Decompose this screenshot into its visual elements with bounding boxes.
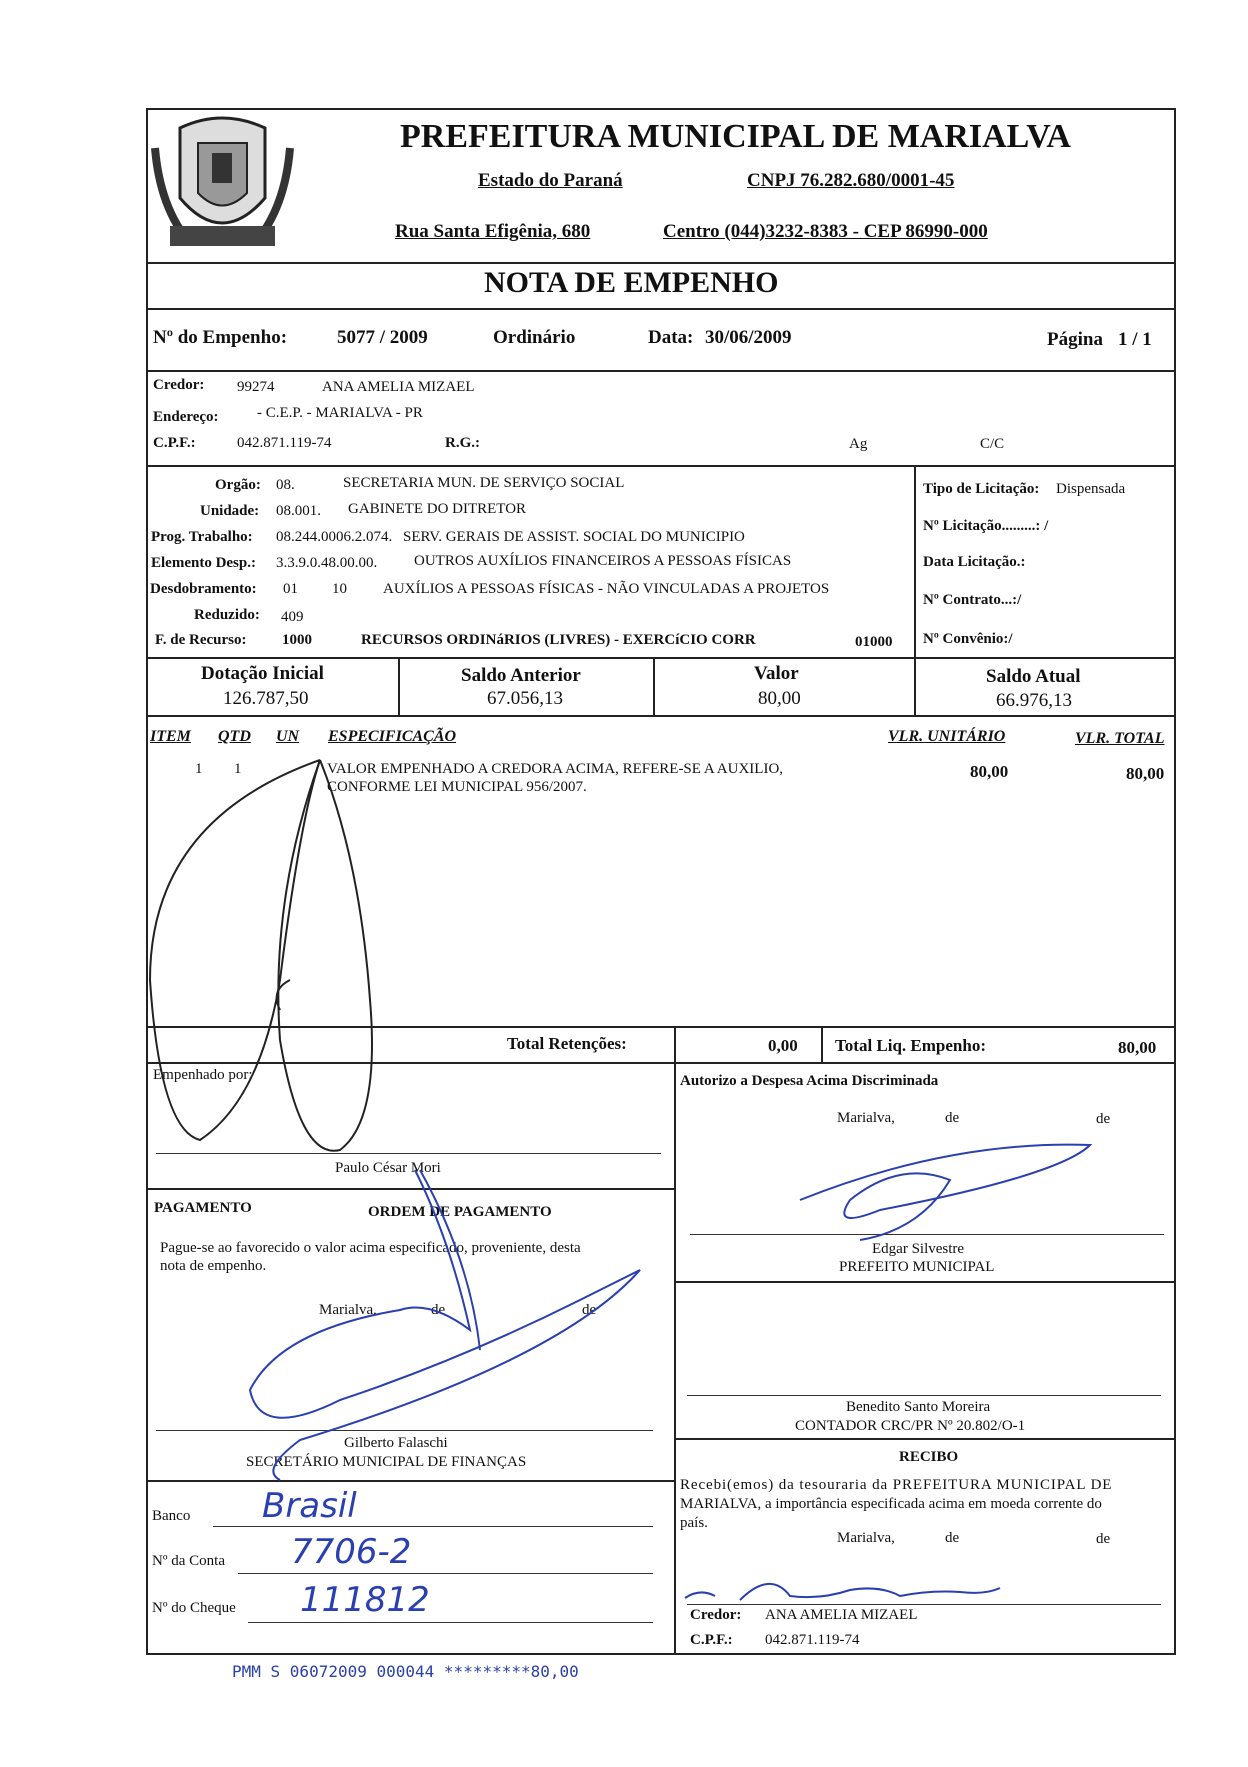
recibo-cpf-label: C.P.F.: — [690, 1632, 733, 1648]
recibo-text2: MARIALVA, a importância especificada acima em moeda corrente do — [680, 1496, 1102, 1512]
address-contact: Centro (044)3232-8383 - CEP 86990-000 — [663, 221, 988, 242]
endereco: - C.E.P. - MARIALVA - PR — [257, 405, 423, 421]
credor-label: Credor: — [153, 377, 205, 393]
orgao-desc: SECRETARIA MUN. DE SERVIÇO SOCIAL — [343, 475, 625, 491]
endereco-label: Endereço: — [153, 409, 219, 425]
conta-value: 7706-2 — [291, 1532, 412, 1572]
col-total: VLR. TOTAL — [1075, 730, 1165, 747]
page-label: Página — [1047, 329, 1103, 350]
cheque-label: Nº do Cheque — [152, 1600, 236, 1616]
liq-label: Total Liq. Empenho: — [835, 1036, 986, 1055]
desdobramento-b: 10 — [332, 581, 347, 597]
street-address: Rua Santa Efigênia, 680 — [395, 221, 591, 242]
valor-label: Valor — [754, 663, 799, 684]
conta-label: Nº da Conta — [152, 1553, 225, 1569]
dotacao-label: Dotação Inicial — [201, 663, 324, 684]
col-spec: ESPECIFICAÇÃO — [328, 728, 457, 745]
recibo-cpf: 042.871.119-74 — [765, 1632, 860, 1648]
pagamento-de2: de — [582, 1302, 597, 1318]
elemento-desc: OUTROS AUXÍLIOS FINANCEIROS A PESSOAS FÍSICAS — [414, 553, 792, 569]
numero-licitacao: Nº Licitação.........: / — [923, 518, 1049, 534]
recibo-credor: ANA AMELIA MIZAEL — [765, 1607, 918, 1623]
secretario-role: SECRETÁRIO MUNICIPAL DE FINANÇAS — [246, 1454, 527, 1470]
prog-code: 08.244.0006.2.074. — [276, 529, 393, 545]
rg-label: R.G.: — [445, 435, 480, 451]
item-unit-value: 80,00 — [970, 762, 1009, 781]
ag-label: Ag — [849, 436, 868, 452]
contador-role: CONTADOR CRC/PR Nº 20.802/O-1 — [795, 1418, 1026, 1434]
orgao-code: 08. — [276, 477, 295, 493]
saldo-atual-value: 66.976,13 — [996, 690, 1072, 711]
item-total-value: 80,00 — [1126, 764, 1165, 783]
empenho-number-label: Nº do Empenho: — [153, 327, 288, 348]
recurso-desc: RECURSOS ORDINáRIOS (LIVRES) - EXERCíCIO CORR — [361, 632, 756, 648]
liq-value: 80,00 — [1118, 1038, 1157, 1057]
empenho-date: 30/06/2009 — [705, 327, 792, 348]
ordem-pagamento-label: ORDEM DE PAGAMENTO — [368, 1204, 552, 1220]
recurso-code: 1000 — [282, 632, 312, 648]
banco-value: Brasil — [262, 1486, 357, 1526]
empenho-number: 5077 / 2009 — [337, 327, 428, 348]
saldo-atual-label: Saldo Atual — [986, 666, 1081, 687]
desdobramento-a: 01 — [283, 581, 298, 597]
recibo-text1: Recebi(emos) da tesouraria da PREFEITURA MUNICIPAL DE — [680, 1477, 1113, 1493]
cpf: 042.871.119-74 — [237, 435, 332, 451]
dotacao-value: 126.787,50 — [223, 688, 309, 709]
autorizo-place: Marialva, — [837, 1110, 895, 1126]
reduzido: 409 — [281, 609, 304, 625]
saldo-anterior-label: Saldo Anterior — [461, 665, 581, 686]
pagamento-label: PAGAMENTO — [154, 1200, 252, 1216]
recibo-de2: de — [1096, 1531, 1111, 1547]
numero-contrato: Nº Contrato...:/ — [923, 592, 1022, 608]
item-qtd: 1 — [234, 761, 242, 777]
unidade-label: Unidade: — [200, 503, 260, 519]
col-un: UN — [276, 728, 300, 745]
credor-name: ANA AMELIA MIZAEL — [322, 379, 475, 395]
pagamento-text1: Pague-se ao favorecido o valor acima especificado, proveniente, desta — [160, 1240, 581, 1256]
state-name: Estado do Paraná — [478, 170, 623, 191]
pagamento-place: Marialva, — [319, 1302, 377, 1318]
autorizo-de2: de — [1096, 1111, 1111, 1127]
empenhado-label: Empenhado por: — [153, 1067, 253, 1083]
reduzido-label: Reduzido: — [194, 607, 260, 623]
page-number: 1 / 1 — [1118, 329, 1152, 350]
banco-label: Banco — [152, 1508, 191, 1524]
tipo-licitacao-label: Tipo de Licitação: — [923, 481, 1040, 497]
empenho-date-label: Data: — [648, 327, 694, 348]
unidade-code: 08.001. — [276, 503, 321, 519]
recibo-text3: país. — [680, 1515, 708, 1531]
numero-convenio: Nº Convênio:/ — [923, 631, 1013, 647]
prog-desc: SERV. GERAIS DE ASSIST. SOCIAL DO MUNICIPIO — [403, 529, 745, 545]
recurso-label: F. de Recurso: — [155, 632, 247, 648]
item-spec-line1: VALOR EMPENHADO A CREDORA ACIMA, REFERE-SE A AUXILIO, — [327, 761, 784, 777]
item-spec-line2: CONFORME LEI MUNICIPAL 956/2007. — [327, 779, 587, 795]
recibo-place: Marialva, — [837, 1530, 895, 1546]
pagamento-text2: nota de empenho. — [160, 1258, 267, 1274]
recibo-title: RECIBO — [899, 1449, 959, 1465]
autorizo-label: Autorizo a Despesa Acima Discriminada — [680, 1073, 939, 1089]
prefeitura-title: PREFEITURA MUNICIPAL DE MARIALVA — [400, 118, 1071, 155]
desdobramento-desc: AUXÍLIOS A PESSOAS FÍSICAS - NÃO VINCULADAS A PROJETOS — [383, 581, 830, 597]
prefeito-name: Edgar Silvestre — [872, 1241, 965, 1257]
elemento-code: 3.3.9.0.48.00.00. — [276, 555, 378, 571]
tipo-licitacao: Dispensada — [1056, 481, 1126, 497]
prog-label: Prog. Trabalho: — [151, 529, 253, 545]
saldo-anterior-value: 67.056,13 — [487, 688, 563, 709]
pagamento-de1: de — [431, 1302, 446, 1318]
col-qtd: QTD — [218, 728, 251, 745]
prefeito-role: PREFEITO MUNICIPAL — [839, 1259, 995, 1275]
contador-name: Benedito Santo Moreira — [846, 1399, 991, 1415]
empenho-type: Ordinário — [493, 327, 576, 348]
cpf-label: C.P.F.: — [153, 435, 196, 451]
recibo-de1: de — [945, 1530, 960, 1546]
empenhado-name: Paulo César Mori — [335, 1160, 441, 1176]
cnpj: CNPJ 76.282.680/0001-45 — [747, 170, 955, 191]
valor-value: 80,00 — [758, 688, 801, 709]
retencoes-label: Total Retenções: — [507, 1034, 627, 1053]
data-licitacao: Data Licitação.: — [923, 554, 1026, 570]
payment-stamp: PMM S 06072009 000044 *********80,00 — [232, 1662, 579, 1681]
cheque-value: 111812 — [300, 1580, 430, 1620]
retencoes-value: 0,00 — [768, 1036, 798, 1055]
item-number: 1 — [195, 761, 203, 777]
document-title: NOTA DE EMPENHO — [484, 266, 779, 299]
autorizo-de1: de — [945, 1110, 960, 1126]
col-unit: VLR. UNITÁRIO — [888, 728, 1006, 745]
cc-label: C/C — [980, 436, 1005, 452]
orgao-label: Orgão: — [215, 477, 261, 493]
recurso-num: 01000 — [855, 634, 893, 650]
col-item: ITEM — [150, 728, 191, 745]
recibo-credor-label: Credor: — [690, 1607, 742, 1623]
credor-code: 99274 — [237, 379, 275, 395]
unidade-desc: GABINETE DO DITRETOR — [348, 501, 527, 517]
desdobramento-label: Desdobramento: — [150, 581, 257, 597]
elemento-label: Elemento Desp.: — [151, 555, 256, 571]
secretario-name: Gilberto Falaschi — [344, 1435, 448, 1451]
